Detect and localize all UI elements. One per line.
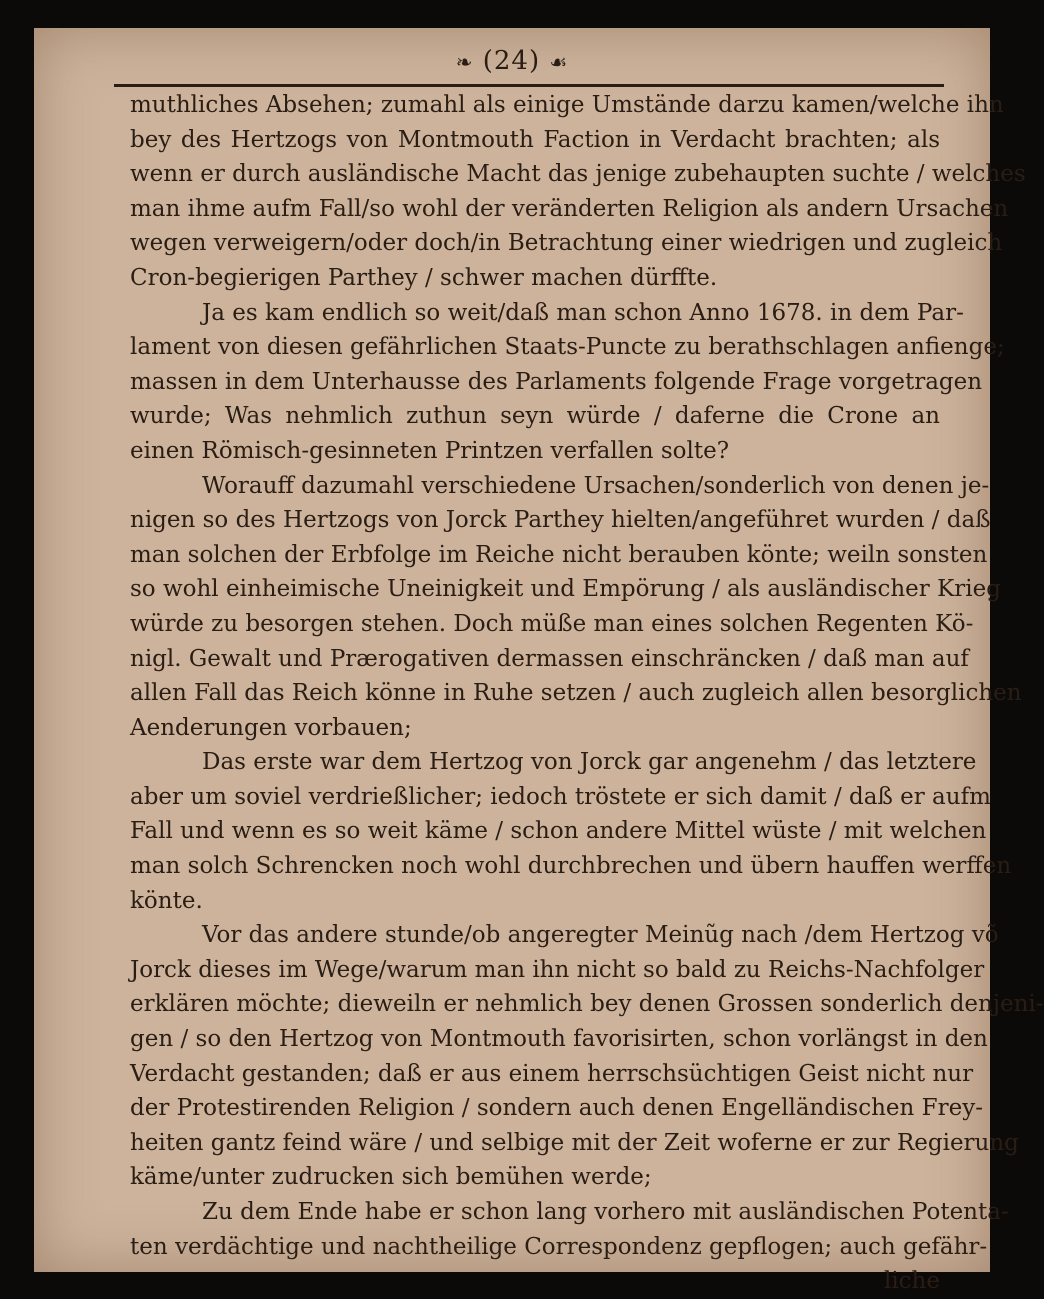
ornament-right: ☙ — [549, 50, 569, 74]
text-line: könte. — [130, 887, 203, 914]
text-line: liche — [883, 1268, 940, 1295]
text-line: muthliches Absehen; zumahl als einige Umstände darzu kamen/welche ihn — [130, 92, 1004, 118]
text-line: Zu dem Ende habe er schon lang vorhero mit ausländischen Potenta- — [202, 1199, 1009, 1225]
text-line: Aenderungen vorbauen; — [130, 714, 412, 741]
text-line: Das erste war dem Hertzog von Jorck gar angenehm / das letztere — [202, 749, 977, 776]
text-line: nigl. Gewalt und Prærogativen dermassen einschräncken / daß man auf — [130, 645, 969, 672]
text-line: käme/unter zudrucken sich bemühen werde; — [130, 1164, 652, 1191]
text-line: Ja es kam endlich so weit/daß man schon Anno 1678. in dem Par- — [202, 299, 964, 326]
text-line: bey des Hertzogs von Montmouth Faction in Verdacht brachten; als — [130, 126, 940, 153]
ornament-left: ❧ — [455, 50, 474, 74]
text-line: Verdacht gestanden; daß er aus einem herrschsüchtigen Geist nicht nur — [130, 1060, 974, 1087]
text-line: wenn er durch ausländische Macht das jenige zubehaupten suchte / welches — [130, 161, 1026, 188]
text-line: Vor das andere stunde/ob angeregter Meinũg nach /dem Hertzog võ — [202, 922, 999, 949]
page-header — [34, 46, 990, 76]
text-line: man solch Schrencken noch wohl durchbrechen und übern hauffen werffen — [130, 853, 1012, 880]
text-line: erklären möchte; dieweiln er nehmlich bey denen Grossen sonderlich denjeni- — [130, 991, 1044, 1018]
text-line: aber um soviel verdrießlicher; iedoch tröstete er sich damit / daß er aufm — [130, 783, 991, 810]
text-line: der Protestirenden Religion / sondern auch denen Engelländischen Frey- — [130, 1095, 983, 1122]
text-line: Jorck dieses im Wege/warum man ihn nicht so bald zu Reichs-Nachfolger — [130, 956, 985, 983]
text-line: so wohl einheimische Uneinigkeit und Empörung / als ausländischer Krieg — [130, 576, 1001, 603]
text-line: man solchen der Erbfolge im Reiche nicht berauben könte; weiln sonsten — [130, 541, 988, 568]
text-line: wurde; Was nehmlich zuthun seyn würde / daferne die Crone an — [130, 403, 940, 430]
book-page — [34, 28, 1044, 1295]
text-line: heiten gantz feind wäre / und selbige mit der Zeit woferne er zur Regierung — [130, 1129, 1019, 1156]
text-line: wegen verweigern/oder doch/in Betrachtung einer wiedrigen und zugleich — [130, 230, 1003, 257]
text-line: man ihme aufm Fall/so wohl der veränderten Religion als andern Ursachen — [130, 195, 1009, 222]
text-line: gen / so den Hertzog von Montmouth favorisirten, schon vorlängst in den — [130, 1026, 988, 1053]
text-line: einen Römisch-gesinneten Printzen verfallen solte? — [130, 437, 730, 464]
page-number: (24) — [482, 46, 541, 76]
text-line: Worauff dazumahl verschiedene Ursachen/sonderlich von denen je- — [202, 472, 990, 499]
text-line: massen in dem Unterhausse des Parlaments folgende Frage vorgetragen — [130, 368, 983, 395]
text-line: ten verdächtige und nachtheilige Correspondenz gepflogen; auch gefähr- — [130, 1233, 988, 1260]
text-line: Fall und wenn es so weit käme / schon andere Mittel wüste / mit welchen — [130, 818, 987, 845]
header-rule — [114, 84, 944, 87]
text-line: allen Fall das Reich könne in Ruhe setzen / auch zugleich allen besorglichen — [130, 680, 1022, 707]
text-line: würde zu besorgen stehen. Doch müße man eines solchen Regenten Kö- — [130, 610, 974, 637]
body-text — [130, 88, 1044, 1299]
text-line: Cron-begierigen Parthey / schwer machen dürffte. — [130, 264, 718, 291]
text-line: nigen so des Hertzogs von Jorck Parthey hielten/angeführet wurden / daß — [130, 507, 991, 534]
text-line: lament von diesen gefährlichen Staats-Puncte zu berathschlagen anfienge; — [130, 334, 1005, 361]
